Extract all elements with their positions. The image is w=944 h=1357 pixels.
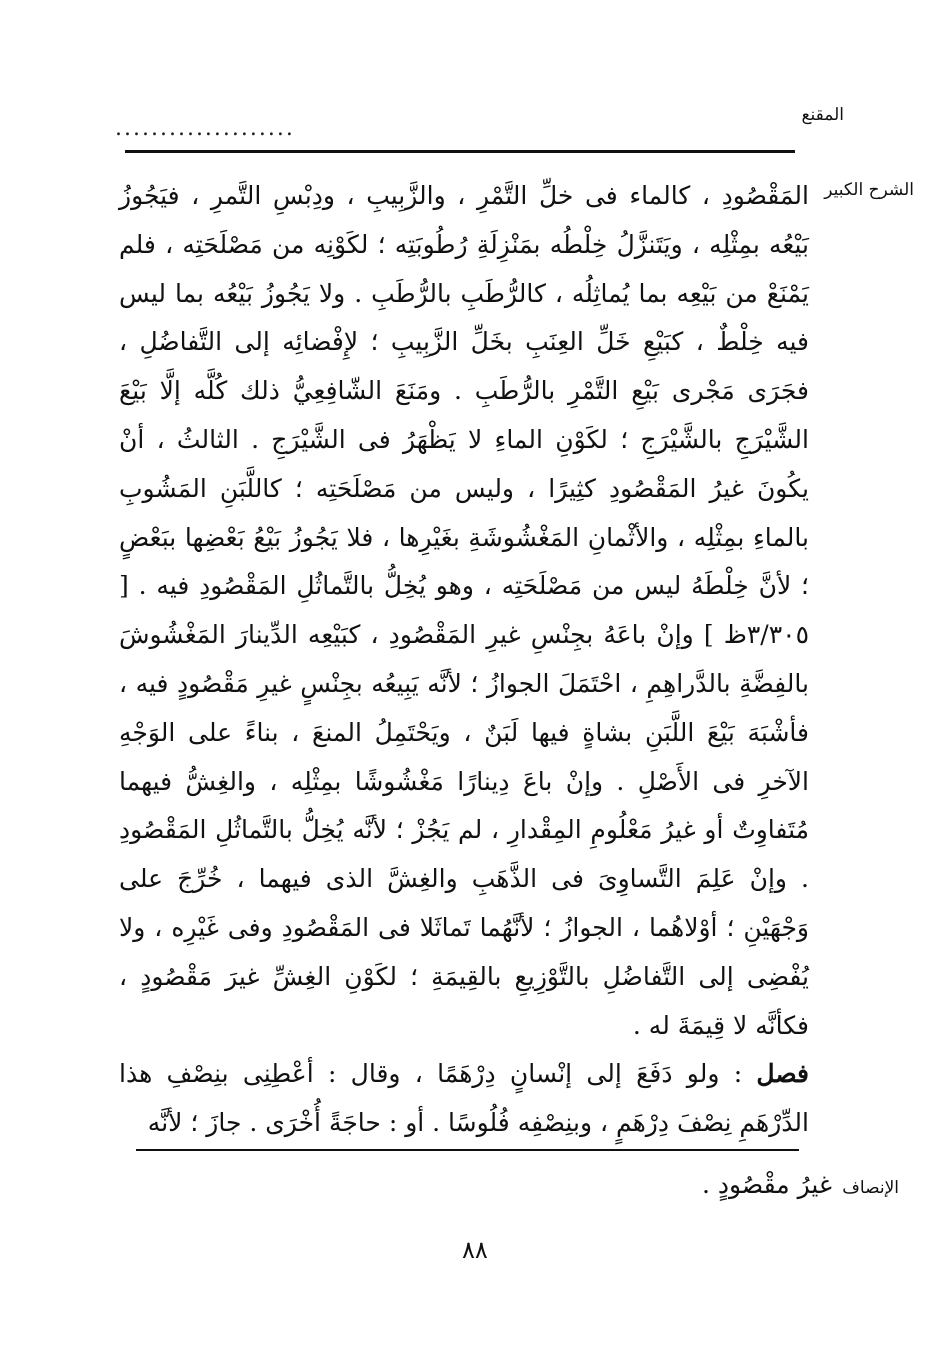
header-rule [125, 150, 795, 153]
book-title: المقنع [801, 105, 844, 125]
paragraph-2 [119, 1050, 809, 1148]
page-number: ٨٨ [462, 1236, 488, 1264]
header-dots: .................... [115, 116, 295, 141]
side-label-sharh: الشرح الكبير [824, 180, 914, 200]
paragraph-1: المَقْصُودِ ، كالماء فى خلِّ التَّمْرِ ، والزَّبِيبِ ، ودِبْسِ التَّمرِ ، فيَجُوزُ بَيْعُه بمِثْلِه ، ويَتَنزَّلُ خِلْطُه بمَنْزِلَةِ رُطُوبَتِه ؛ لكَوْنِه من مَصْلَحَتِه ، فلم يَمْنَعْ من بَيْعِه بما يُماثِلُه ، كالرُّطَبِ بالرُّطَبِ . ولا يَجُوزُ بَيْعُه بما ليس فيه خِلْطٌ ، كبَيْعِ خَلِّ العِنَبِ بخَلِّ الزَّبِيبِ ؛ لإِفْضائِه إلى التَّفاضُلِ ، فجَرَى مَجْرى بَيْعِ التَّمْرِ بالرُّطَبِ . ومَنَعَ الشّافِعِيُّ ذلك كُلَّه إلَّا بَيْعَ الشَّيْرَجِ بالشَّيْرَجِ ؛ لكَوْنِ الماءِ لا يَظْهَرُ فى الشَّيْرَجِ . الثالثُ ، أنْ يكُونَ غيرُ المَقْصُودِ كثِيرًا ، وليس من مَصْلَحَتِه ؛ كاللَّبَنِ المَشُوبِ بالماءِ بمِثْلِه ، والأثْمانِ المَغْشُوشَةِ بغَيْرِها ، فلا يَجُوزُ بَيْعُ بَعْضِها ببَعْضٍ ؛ لأنَّ خِلْطَهُ ليس من مَصْلَحَتِه ، وهو يُخِلُّ بالتَّماثُلِ المَقْصُودِ فيه . [ ٣/٣٠٥ظ ] وإنْ باعَهُ بجِنْسِ غيرِ المَقْصُودِ ، كبَيْعِه الدِّينارَ المَغْشُوشَ بالفِضَّةِ بالدَّراهِمِ ، احْتَمَلَ الجوازُ ؛ لأنَّه يَبِيعُه بجِنْسٍ غيرِ مَقْصُودٍ فيه ، فأشْبَهَ بَيْعَ اللَّبَنِ بشاةٍ فيها لَبَنٌ ، ويَحْتَمِلُ المنعَ ، بناءً على الوَجْهِ الآخرِ فى الأَصْلِ . وإنْ باعَ دِينارًا مَغْشُوشًا بمِثْلِه ، والغِشُّ فيهما مُتَفاوِتٌ أو غيرُ مَعْلُومِ المِقْدارِ ، لم يَجُزْ ؛ لأنَّه يُخِلُّ بالتَّماثُلِ المَقْصُودِ . وإنْ عَلِمَ التَّساوِىَ فى الذَّهَبِ والغِشَّ الذى فيهما ، خُرِّجَ على وَجْهَيْنِ ؛ أوْلاهُما ، الجوازُ ؛ لأنَّهُما تَماثَلا فى المَقْصُودِ وفى غَيْرِه ، ولا يُفْضِى إلى التَّفاضُلِ بالتَّوْزِيعِ بالقِيمَةِ ؛ لكَوْنِ الغِشِّ غيرَ مَقْصُودٍ ، فكأنَّه لا قِيمَةَ له . [119, 181, 809, 1040]
footnote-rule [136, 1149, 799, 1151]
paragraph-2-text: : ولو دَفَعَ إلى إنْسانٍ دِرْهَمًا ، وقال : أعْطِنِى بنِصْفِ هذا الدِّرْهَمِ نِصْفَ دِرْهَمٍ ، وبنِصْفِه فُلُوسًا . أو : حاجَةً أُخْرَى . جازَ ؛ لأنَّه [119, 1059, 809, 1138]
side-label-insaf: الإنصاف [842, 1178, 899, 1198]
footnote-text: غيرُ مقْصُودٍ . [701, 1170, 832, 1199]
fasl-heading: فصل [756, 1059, 809, 1089]
main-text-block [119, 172, 809, 1148]
